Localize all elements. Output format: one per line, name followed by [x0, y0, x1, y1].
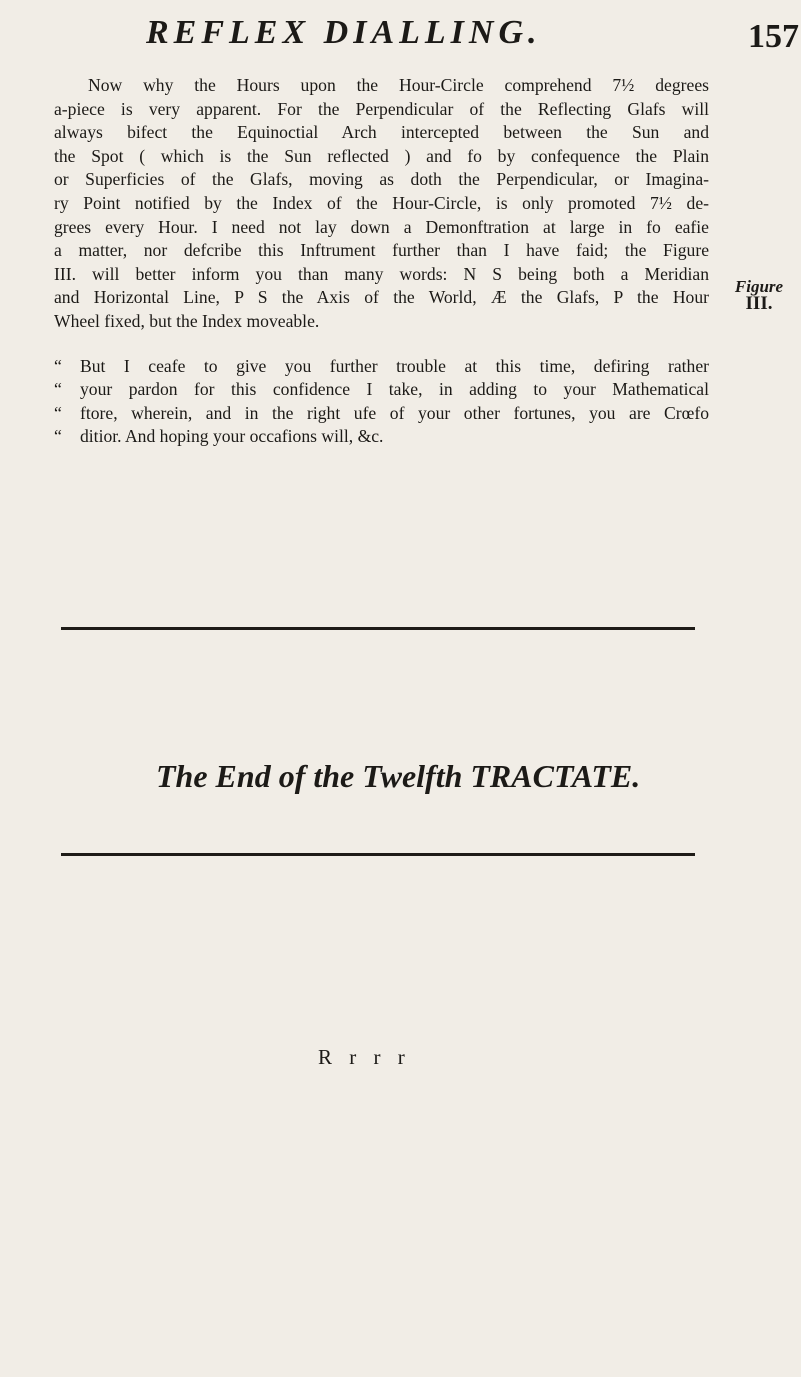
- quote-mark: “: [54, 379, 62, 400]
- top-rule: [61, 627, 695, 630]
- signature-mark: R r r r: [318, 1045, 411, 1069]
- margin-note-word: Figure: [734, 277, 784, 296]
- quote-text: ditior. And hoping your occafions will, &c.: [80, 426, 384, 447]
- body-text: [54, 74, 709, 449]
- paragraph-line: and Horizontal Line, P S the Axis of the World, Æ the Glafs, P the Hour: [54, 287, 709, 308]
- quote-line: [54, 378, 709, 402]
- paragraph-line: a matter, nor defcribe this Inftrument further than I have faid; the Figure: [54, 240, 709, 261]
- quote-text: But I ceafe to give you further trouble at this time, defiring rather: [80, 355, 709, 376]
- quote-mark: “: [54, 426, 62, 447]
- closing-line: The End of the Twelfth TRACTATE.: [156, 758, 641, 794]
- quote-mark: “: [54, 355, 62, 376]
- paragraph-line: grees every Hour. I need not lay down a Demonftration at large in fo eafie: [54, 216, 709, 237]
- quote-line: [54, 355, 709, 379]
- margin-note-figure: [722, 278, 796, 312]
- quote-text: your pardon for this confidence I take, in adding to your Mathematical: [80, 379, 709, 400]
- quoted-letter: [54, 355, 709, 449]
- paragraph-line: III. will better inform you than many words: N S being both a Meridian: [54, 263, 709, 284]
- paragraph-line: a-piece is very apparent. For the Perpendicular of the Reflecting Glafs will: [54, 98, 709, 119]
- page-number: 157: [748, 18, 799, 55]
- paragraph-line: Wheel fixed, but the Index moveable.: [54, 310, 320, 331]
- quote-line: [54, 425, 709, 449]
- quote-text: ftore, wherein, and in the right ufe of your other fortunes, you are Crœfo: [80, 402, 709, 423]
- paragraph-line: or Superficies of the Glafs, moving as doth the Perpendicular, or Imagina-: [54, 169, 709, 190]
- paragraph-line: ry Point notified by the Index of the Hour-Circle, is only promoted 7½ de-: [54, 192, 709, 213]
- quote-mark: “: [54, 402, 62, 423]
- bottom-rule: [61, 853, 695, 856]
- quote-line: [54, 402, 709, 426]
- paragraph-line: the Spot ( which is the Sun reflected ) and fo by confequence the Plain: [54, 145, 709, 166]
- margin-note-numeral: III.: [745, 293, 773, 314]
- paragraph-line: Now why the Hours upon the Hour-Circle comprehend 7½ degrees: [88, 75, 709, 95]
- paragraph-line: always bifect the Equinoctial Arch intercepted between the Sun and: [54, 122, 709, 143]
- running-title: REFLEX DIALLING.: [146, 14, 542, 51]
